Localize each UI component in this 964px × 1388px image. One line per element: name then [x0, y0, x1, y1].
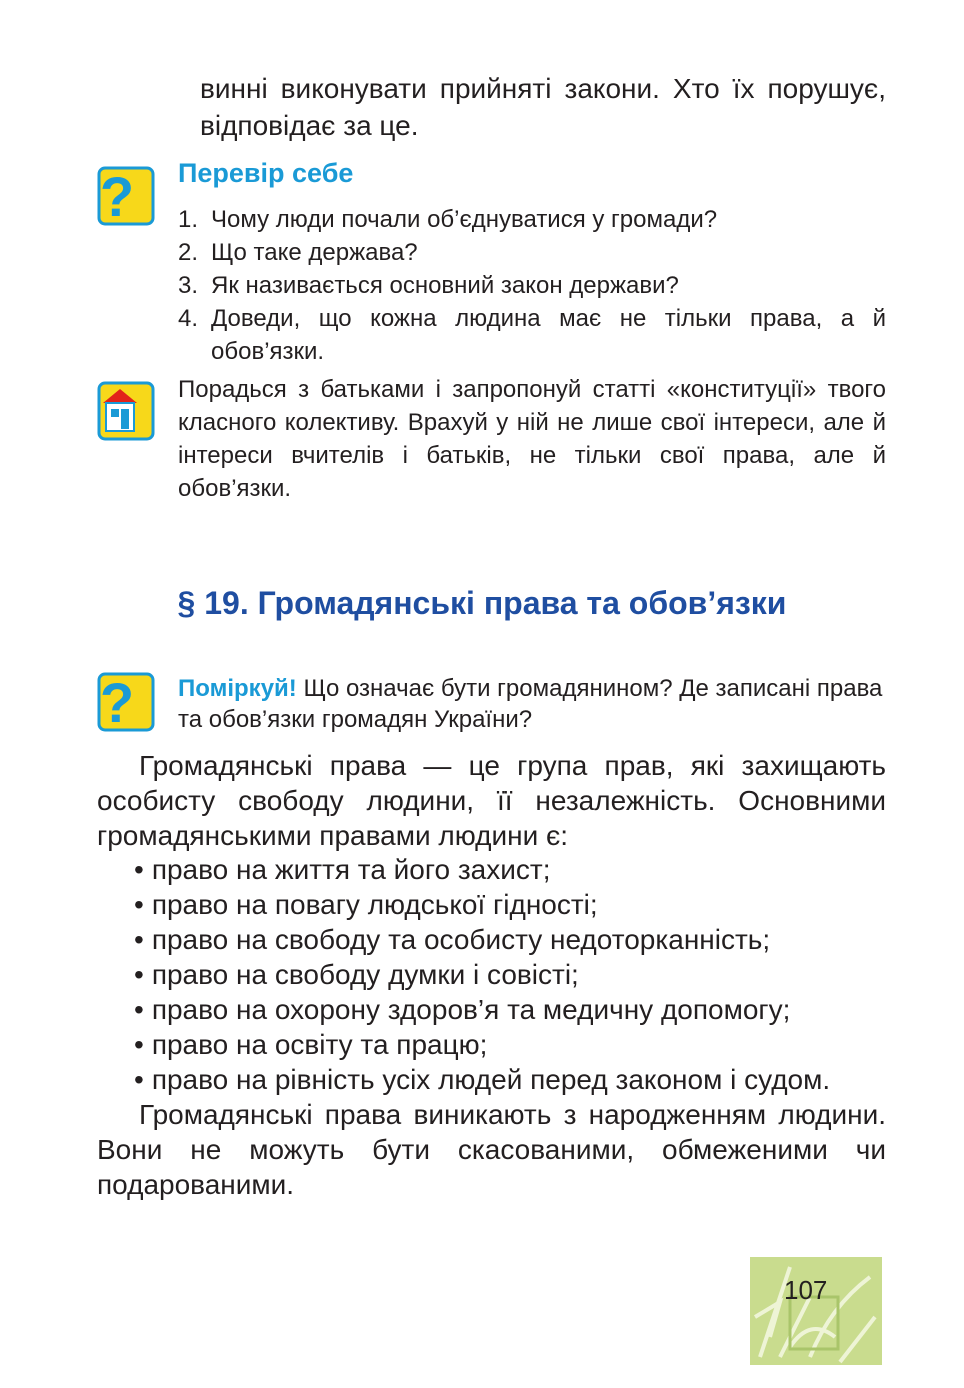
definition-paragraph: Громадянські права — це група прав, які захищають особисту свободу людини, її незалежність. Основними громадянськими правами людини є:: [97, 750, 886, 851]
house-icon: [97, 381, 155, 441]
list-item: 2. Що таке держава?: [178, 239, 418, 266]
list-item: 1. Чому люди почали об’єднуватися у громади?: [178, 206, 718, 233]
page-number: 107: [784, 1275, 828, 1305]
question-list: [178, 203, 886, 368]
svg-text:?: ?: [99, 166, 135, 226]
continued-paragraph: винні виконувати прийняті закони. Хто їх порушує, відповідає за це.: [200, 73, 886, 141]
page-number-ornament: [750, 1257, 882, 1365]
home-task: Порадься з батьками і запропонуй статті «конституції» твого класного колективу. Врахуй у ній не лише свої інтереси, але й інтереси вчителів і батьків, не тільки свої права, але й обов’язки.: [178, 376, 886, 502]
closing-paragraph: Громадянські права виникають з народженням людини. Вони не можуть бути скасованими, обмеженими чи подарованими.: [97, 1099, 886, 1200]
think-prompt: Поміркуй! Що означає бути громадянином? Де записані права та обов’язки громадян України?: [178, 675, 883, 733]
list-item: • право на життя та його захист;: [134, 852, 830, 887]
list-item: • право на охорону здоров’я та медичну допомогу;: [134, 992, 830, 1027]
svg-text:?: ?: [99, 672, 135, 732]
list-item: • право на освіту та працю;: [134, 1027, 830, 1062]
list-item: • право на рівність усіх людей перед законом і судом.: [134, 1062, 830, 1097]
question-icon: [97, 166, 155, 226]
list-item: • право на свободу та особисту недоторканність;: [134, 922, 830, 957]
list-item: • право на свободу думки і совісті;: [134, 957, 830, 992]
list-item: 3. Як називається основний закон держави?: [178, 272, 679, 299]
list-item: 4. Доведи, що кожна людина має не тільки права, а й обов’язки.: [178, 305, 886, 365]
list-item: • право на повагу людської гідності;: [134, 887, 830, 922]
rights-list: [134, 852, 830, 1097]
check-yourself-heading: Перевір себе: [178, 158, 354, 188]
section-title: § 19. Громадянські права та обов’язки: [177, 585, 787, 621]
question-icon: [97, 672, 155, 732]
